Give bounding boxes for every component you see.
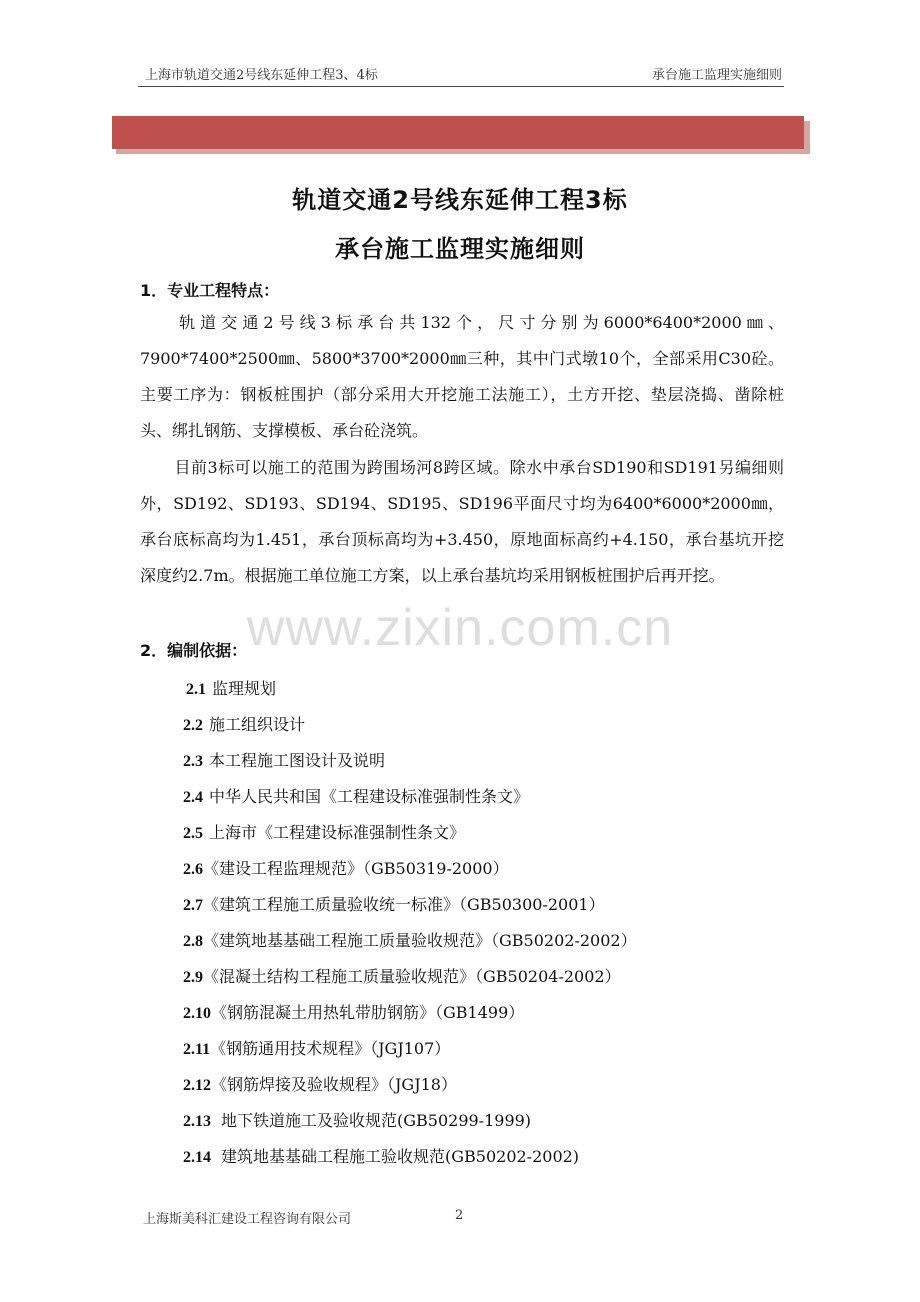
reference-number: 2.13 [183,1113,211,1130]
header-divider [138,86,784,87]
reference-text: 《建筑工程施工质量验收统一标准》（GB50300-2001） [203,895,605,914]
section1-paragraph2-text: 目前3标可以施工的范围为跨围场河8跨区域。除水中承台SD190和SD191另编细则外，SD192、SD193、SD194、SD195、SD196平面尺寸均为6400*6000*2000㎜，承台底标高均为1.451，承台顶标高均为+3.450，原地面标高约+4.150，承台基坑开挖深度约2.7m。根据施工单位施工方案，以上承台基坑均采用钢板桩围护后再开挖。 [140,458,784,585]
reference-text: 《建设工程监理规范》（GB50319-2000） [203,859,509,878]
watermark: www.zixin.com.cn [246,599,674,657]
reference-text: 《钢筋混凝土用热轧带肋钢筋》（GB1499） [211,1003,525,1022]
reference-text: 上海市《工程建设标准强制性条文》 [209,823,466,842]
reference-item [183,856,509,879]
reference-text: 《钢筋通用技术规程》（JGJ107） [210,1039,451,1058]
reference-item [186,676,276,699]
reference-item [183,1144,579,1167]
reference-number: 2.1 [186,681,206,698]
reference-item [183,1072,457,1095]
reference-number: 2.3 [183,753,203,770]
reference-item [183,1000,524,1023]
reference-item [183,1108,531,1131]
reference-text: 建筑地基基础工程施工验收规范(GB50202-2002) [221,1147,580,1166]
reference-text: 《钢筋焊接及验收规程》（JGJ18） [211,1075,457,1094]
reference-item [183,892,605,915]
section2-heading: 2．编制依据： [140,641,248,660]
reference-item [183,748,385,771]
reference-number: 2.5 [183,825,203,842]
section1-paragraph2 [140,450,784,594]
document-title-line2: 承台施工监理实施细则 [335,235,585,263]
reference-number: 2.7 [183,897,203,914]
reference-item [183,928,637,951]
reference-text: 《混凝土结构工程施工质量验收规范》（GB50204-2002） [203,967,621,986]
title-banner [112,116,804,149]
reference-text: 本工程施工图设计及说明 [209,751,386,770]
reference-number: 2.11 [183,1041,211,1058]
document-title-line1: 轨道交通2号线东延伸工程3标 [292,186,628,214]
reference-number: 2.4 [183,789,203,806]
reference-number: 2.10 [183,1005,211,1022]
section1-paragraph1 [140,305,784,449]
reference-text: 监理规划 [212,679,277,698]
reference-text: 《建筑地基基础工程施工质量验收规范》（GB50202-2002） [203,931,637,950]
header-project-name: 上海市轨道交通2号线东延伸工程3、4标 [145,68,378,83]
header-doc-title: 承台施工监理实施细则 [651,68,782,83]
reference-text: 施工组织设计 [209,715,306,734]
reference-number: 2.9 [183,969,203,986]
reference-text: 地下铁道施工及验收规范(GB50299-1999) [221,1111,532,1130]
reference-item [183,712,305,735]
reference-number: 2.12 [183,1077,211,1094]
section1-paragraph1-text: 轨道交通2号线3标承台共132个，尺寸分别为6000*6400*2000㎜、7900*7400*2500㎜、5800*3700*2000㎜三种，其中门式墩10个，全部采用C30砼。主要工序为：钢板桩围护（部分采用大开挖施工法施工），土方开挖、垫层浇捣、凿除桩头、绑扎钢筋、支撑模板、承台砼浇筑。 [140,313,784,440]
page-number: 2 [455,1208,464,1223]
section1-heading: 1．专业工程特点： [140,281,280,300]
footer-company: 上海斯美科汇建设工程咨询有限公司 [143,1212,352,1227]
reference-number: 2.14 [183,1149,211,1166]
reference-text: 中华人民共和国《工程建设标准强制性条文》 [209,787,530,806]
reference-number: 2.8 [183,933,203,950]
reference-item [183,820,465,843]
reference-item [183,784,529,807]
reference-number: 2.6 [183,861,203,878]
reference-item [183,1036,450,1059]
reference-item [183,964,621,987]
reference-number: 2.2 [183,717,203,734]
